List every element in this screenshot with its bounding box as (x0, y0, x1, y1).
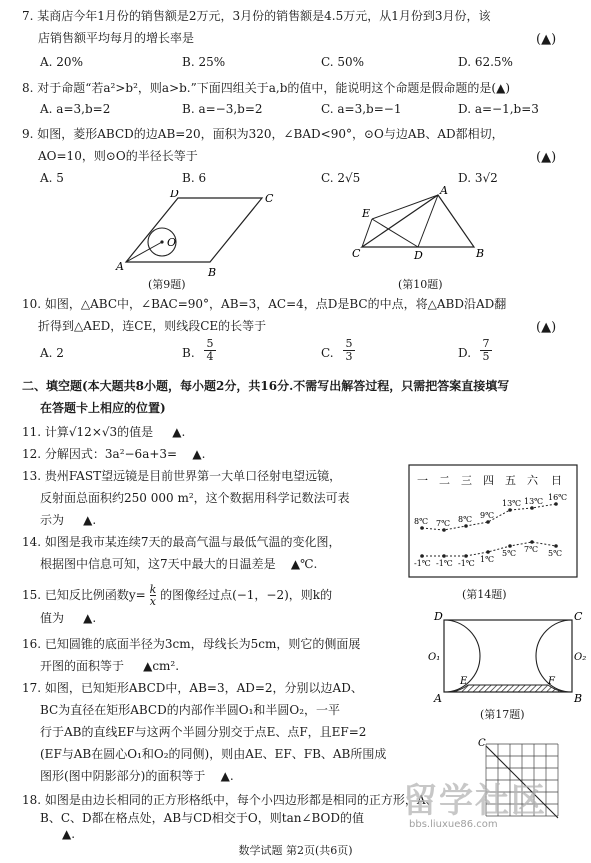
q15-fraction-num: k (149, 583, 157, 596)
q16-blank: ▲cm². (143, 659, 180, 673)
fig14-day-label: 六 (527, 474, 538, 487)
q10-line2: 折得到△AED，连CE，则线段CE的长等于 (38, 319, 267, 333)
q8-line1: 8. 对于命题“若a²>b²，则a>b.”下面四组关于a,b的值中，能说明这个命题是假命题的是(▲) (22, 81, 510, 95)
q7-line1: 7. 某商店今年1月份的销售额是2万元，3月份的销售额是4.5万元，从1月份到3月份，该 (22, 9, 491, 23)
fig14-day-labels (417, 474, 562, 487)
figure-14-temperature-chart (408, 464, 578, 580)
q10-option-b-num: 5 (206, 337, 214, 350)
q10-answer-mark: (▲) (536, 320, 557, 335)
q17-line4: (EF与AB在圆心O₁和O₂的同侧)，则由AE、EF、FB、AB所围成 (40, 747, 387, 761)
q10-option-d-label: D. (458, 346, 472, 360)
q17-line5 (40, 768, 234, 784)
fig14-high-point (530, 506, 534, 510)
fig9-label-a: A (116, 260, 124, 273)
fig14-low-point (442, 554, 446, 558)
fig17-label-f: F (548, 676, 555, 687)
q17-line5-text: 图形(图中阴影部分)的面积等于 (40, 769, 206, 783)
q13-line2: 反射面总面积约250 000 m²，这个数据用科学记数法可表 (40, 491, 350, 505)
q15-line1-suffix: 的图像经过点(−1，−2)，则k的 (160, 588, 333, 602)
q12-question: 12. 分解因式：3a²−6a+3= (22, 447, 178, 461)
q15-line1 (22, 584, 332, 607)
q14-line2-text: 根据图中信息可知，这7天中最大的日温差是 (40, 557, 276, 571)
q7-line2: 店销售额平均每月的增长率是 (38, 31, 195, 45)
fig10-label-a: A (440, 185, 448, 197)
q14-blank: ▲℃. (290, 557, 318, 571)
q10-option-c-fraction (343, 338, 355, 363)
fig14-low-label: 5℃ (548, 549, 563, 558)
q9-line1: 9. 如图，菱形ABCD的边AB=20，面积为320，∠BAD<90°，⊙O与边AB、AD都相切， (22, 127, 504, 141)
segment-ad (418, 195, 438, 247)
q11-question: 11. 计算√12×√3的值是 (22, 425, 154, 439)
q17-line1: 17. 如图，已知矩形ABCD中，AB=3，AD=2，分别以边AD、 (22, 681, 363, 695)
fig10-label-d: D (414, 249, 423, 262)
fig17-label-b: B (574, 692, 583, 704)
fig14-high-label: 13℃ (502, 499, 522, 508)
fig14-low-label: -1℃ (436, 559, 453, 568)
q13-line1: 13. 贵州FAST望远镜是目前世界第一大单口径射电望远镜， (22, 469, 342, 483)
q12-text (22, 446, 205, 462)
q8-option-a: A. a=3,b=2 (40, 102, 111, 116)
q13-blank: ▲. (83, 513, 97, 527)
fig9-label-b: B (208, 266, 217, 279)
section2-header-line2: 在答题卡上相应的位置) (40, 401, 166, 415)
fig17-label-a: A (434, 692, 442, 704)
q16-line1: 16. 已知圆锥的底面半径为3cm，母线长为5cm，则它的侧面展 (22, 637, 361, 651)
section2-header-line1: 二、填空题(本大题共8小题，每小题2分，共16分.不需写出解答过程，只需把答案直接填写 (22, 379, 510, 393)
fig14-low-point (508, 544, 512, 548)
q7-option-c: C. 50% (321, 55, 365, 69)
fig17-label-e: E (460, 676, 468, 687)
q17-line2: BC为直径在矩形ABCD的内部作半圆O₁和半圆O₂，一平 (40, 703, 341, 717)
q17-line3: 行于AB的直线EF与这两个半圆分别交于点E、点F，且EF=2 (40, 725, 367, 739)
q18-line1: 18. 如图是由边长相同的正方形格纸中，每个小四边形都是相同的正方形，A、 (22, 793, 438, 807)
q9-option-a: A. 5 (40, 171, 64, 185)
fig14-high-point (508, 508, 512, 512)
figure-9-rhombus (110, 190, 280, 290)
q10-option-c-label: C. (321, 346, 334, 360)
fig10-label-b: B (476, 247, 485, 260)
fig14-low-label: 5℃ (502, 549, 517, 558)
q18-line3: ▲. (62, 827, 76, 841)
fig17-label-o1: O₁ (428, 652, 441, 663)
fig14-high-point (442, 528, 446, 532)
fig14-low-label: 7℃ (524, 545, 539, 554)
fig14-low-label: -1℃ (458, 559, 475, 568)
fig14-high-series (414, 493, 567, 532)
fig14-day-label: 二 (439, 474, 450, 487)
fig14-low-point (464, 554, 468, 558)
q10-option-b-fraction (204, 338, 216, 363)
fig14-day-label: 日 (551, 474, 562, 487)
segment-ed (372, 219, 418, 247)
q8-option-d: D. a=−1,b=3 (458, 102, 539, 116)
q10-option-a: A. 2 (40, 346, 64, 360)
fig9-label-d: D (170, 190, 179, 200)
q10-line1: 10. 如图，△ABC中，∠BAC=90°，AB=3，AC=4，点D是BC的中点，将△ABD沿AD翻 (22, 297, 507, 311)
q10-option-d-num: 7 (482, 337, 490, 350)
fig17-caption: (第17题) (480, 708, 525, 721)
fig14-low-point (530, 540, 534, 544)
fig9-label-c: C (265, 192, 274, 205)
q9-option-b: B. 6 (182, 171, 207, 185)
segment-ao (126, 242, 162, 262)
q13-line3-text: 示为 (40, 513, 65, 527)
figure-10-triangle (350, 185, 490, 270)
q9-option-d: D. 3√2 (458, 171, 498, 185)
fig14-day-label: 五 (505, 474, 516, 487)
fig14-low-label: -1℃ (414, 559, 431, 568)
fig14-low-point (486, 550, 490, 554)
fig10-caption: (第10题) (398, 278, 443, 291)
figure-17-rectangle (428, 612, 588, 704)
fig14-high-label: 8℃ (458, 515, 473, 524)
site-watermark (403, 773, 573, 843)
q9-line2: AO=10，则⊙O的半径长等于 (38, 149, 198, 163)
fig14-high-label: 13℃ (524, 497, 544, 506)
q11-blank: ▲. (172, 425, 186, 439)
fig14-day-label: 三 (461, 474, 472, 487)
q10-option-c-num: 5 (345, 337, 353, 350)
q15-blank: ▲. (83, 611, 97, 625)
fig14-high-label: 7℃ (436, 519, 451, 528)
q15-line2 (40, 610, 96, 626)
segment-ea (372, 195, 438, 219)
fig14-high-label: 16℃ (548, 493, 568, 502)
q12-blank: ▲. (192, 447, 206, 461)
fig10-label-c: C (352, 247, 361, 260)
fig14-caption: (第14题) (462, 588, 507, 601)
q15-line1-prefix: 15. 已知反比例函数y= (22, 588, 146, 602)
q10-option-b-label: B. (182, 346, 195, 360)
q16-line2-text: 开图的面积等于 (40, 659, 125, 673)
q9-answer-mark: (▲) (536, 150, 557, 165)
q10-option-b-den: 4 (204, 350, 216, 363)
fig14-high-label: 9℃ (480, 511, 495, 520)
q7-option-d: D. 62.5% (458, 55, 513, 69)
page-footer: 数学试题 第2页(共6页) (238, 844, 353, 857)
fig14-high-point (464, 524, 468, 528)
q17-blank: ▲. (220, 769, 234, 783)
fig18-label-c: C (478, 738, 486, 749)
fig14-high-point (420, 526, 424, 530)
fig14-day-label: 四 (483, 474, 494, 487)
fig9-caption: (第9题) (148, 278, 186, 291)
q11-text (22, 424, 185, 440)
q10-option-d-den: 5 (480, 350, 492, 363)
fig9-label-o: O (167, 236, 177, 249)
q15-line2-text: 值为 (40, 611, 65, 625)
q8-option-c: C. a=3,b=−1 (321, 102, 402, 116)
q18-line2: B、C、D都在格点处，AB与CD相交于O，则tan∠BOD的值 (40, 811, 365, 825)
fig14-high-point (554, 502, 558, 506)
fig14-high-label: 8℃ (414, 517, 429, 526)
rhombus-outline (126, 198, 262, 262)
q9-option-c: C. 2√5 (321, 171, 361, 185)
fig14-low-label: 1℃ (480, 555, 495, 564)
fig14-day-label: 一 (417, 474, 428, 487)
q7-option-b: B. 25% (182, 55, 226, 69)
fig17-label-c: C (574, 612, 583, 623)
q10-option-d-fraction (480, 338, 492, 363)
fig14-low-point (554, 544, 558, 548)
q7-option-a: A. 20% (40, 55, 83, 69)
q13-line3 (40, 512, 96, 528)
q15-fraction-den: x (149, 595, 156, 608)
q16-line2 (40, 658, 179, 674)
fig14-high-point (486, 520, 490, 524)
q8-option-b: B. a=−3,b=2 (182, 102, 263, 116)
q14-line1: 14. 如图是我市某连续7天的最高气温与最低气温的变化图， (22, 535, 341, 549)
watermark-url: bbs.liuxue86.com (409, 819, 498, 830)
q10-option-c-den: 3 (343, 350, 355, 363)
q15-fraction (150, 584, 157, 607)
watermark-logo-text: 留学社区 (403, 781, 547, 821)
fig17-label-o2: O₂ (574, 652, 587, 663)
q7-answer-mark: (▲) (536, 32, 557, 47)
q14-line2 (40, 556, 317, 572)
fig14-low-point (420, 554, 424, 558)
segment-ec (362, 219, 372, 247)
fig14-low-series (414, 540, 562, 568)
fig10-label-e: E (362, 207, 371, 220)
center-o-dot (160, 240, 163, 243)
fig17-label-d: D (434, 612, 443, 623)
